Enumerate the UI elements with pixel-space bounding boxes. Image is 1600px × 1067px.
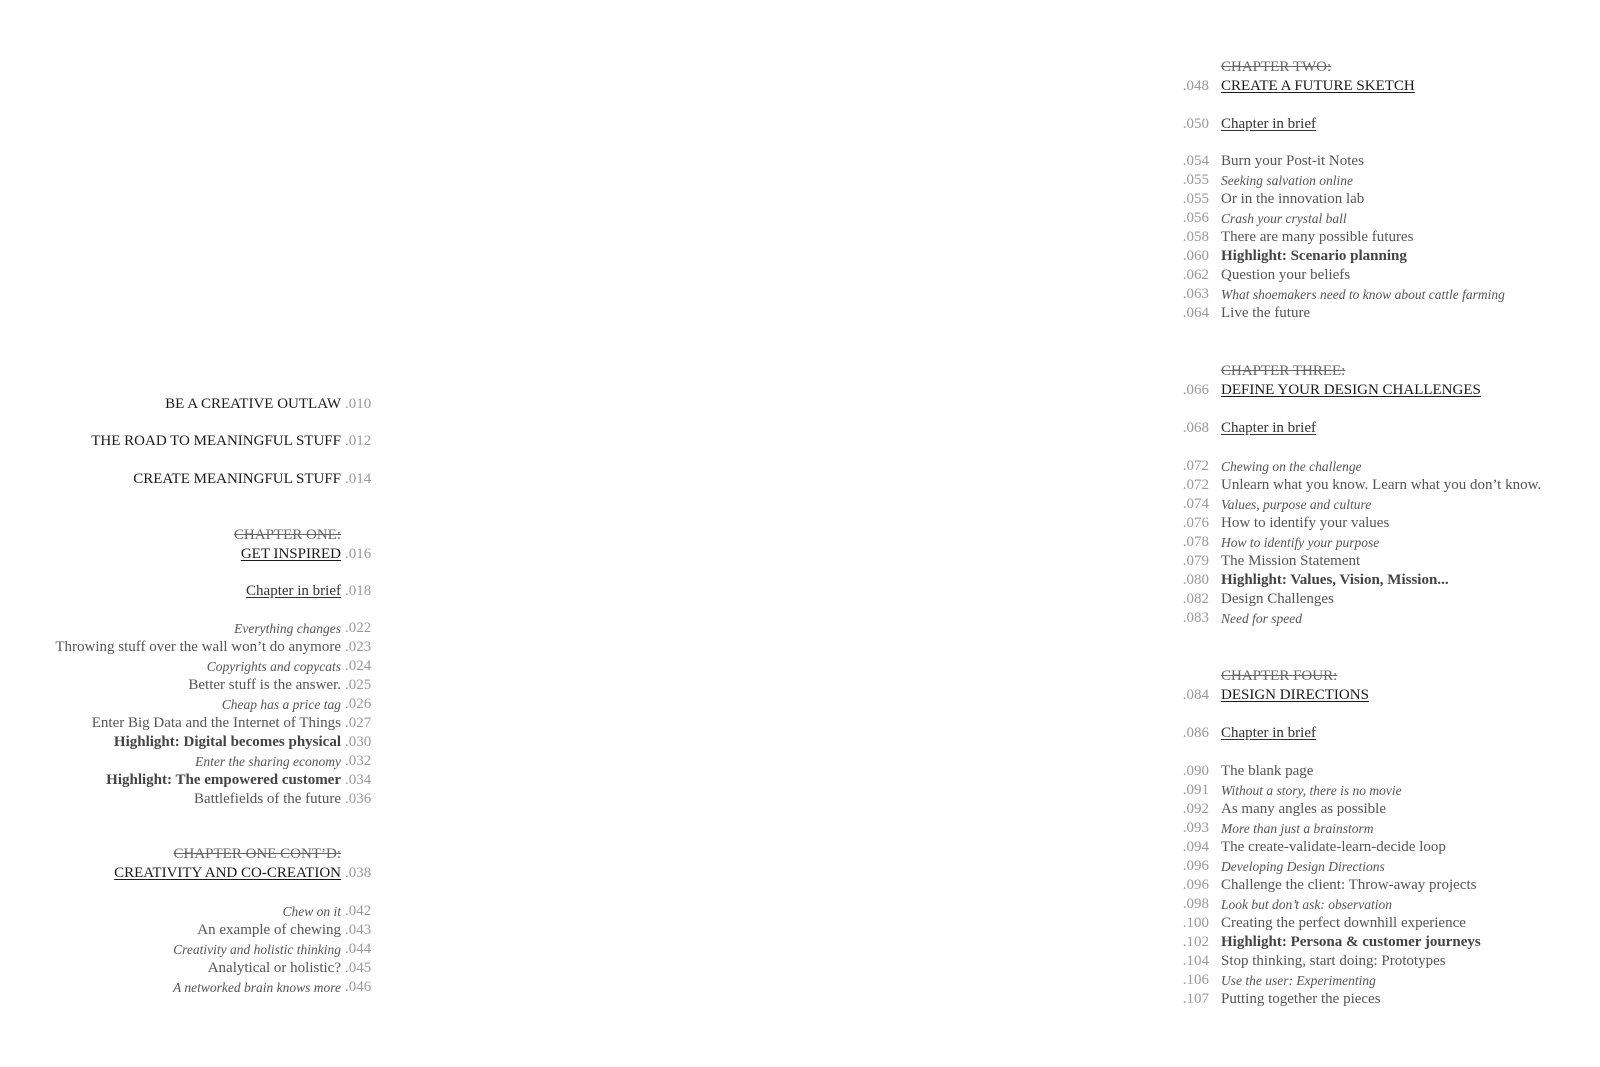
toc-entry-title: CREATE MEANINGFUL STUFF <box>133 471 341 487</box>
toc-entry-title: BE A CREATIVE OUTLAW <box>165 396 341 412</box>
toc-entry-title: An example of chewing <box>197 922 341 938</box>
chapter-in-brief-link: Chapter in brief <box>1221 116 1316 132</box>
toc-entry-title: Or in the innovation lab <box>1221 191 1365 207</box>
toc-entry-title: Battlefields of the future <box>193 791 341 807</box>
page-number: .074 <box>1182 496 1209 512</box>
toc-entry-title: Without a story, there is no movie <box>1221 783 1402 798</box>
toc-entry-title: Stop thinking, start doing: Prototypes <box>1221 953 1446 969</box>
page-number: .102 <box>1182 934 1209 950</box>
page-number: .038 <box>345 865 372 881</box>
chapter-in-brief-link: Chapter in brief <box>1221 420 1316 436</box>
toc-entry-title: Design Challenges <box>1221 591 1334 607</box>
page-number: .094 <box>1182 839 1209 855</box>
chapter-title: CREATE A FUTURE SKETCH <box>1221 78 1415 94</box>
toc-entry-title: Values, purpose and culture <box>1221 497 1372 512</box>
toc-entry[interactable] <box>0 638 385 657</box>
page-number: .104 <box>1182 953 1209 969</box>
toc-entry[interactable] <box>1175 209 1600 228</box>
page-number: .096 <box>1182 877 1209 893</box>
page-number: .044 <box>345 941 372 957</box>
toc-entry[interactable] <box>0 545 385 564</box>
toc-entry[interactable] <box>1175 609 1600 628</box>
toc-entry-title: Developing Design Directions <box>1221 859 1385 874</box>
toc-entry[interactable] <box>0 657 385 676</box>
toc-entry-title: Putting together the pieces <box>1221 991 1381 1007</box>
toc-entry-title: Throwing stuff over the wall won’t do anymore <box>55 639 341 655</box>
toc-entry-title: A networked brain knows more <box>173 980 341 995</box>
page-number: .083 <box>1182 610 1209 626</box>
toc-entry-title: Enter the sharing economy <box>195 754 341 769</box>
page-number: .106 <box>1182 972 1209 988</box>
toc-entry[interactable] <box>1175 152 1600 171</box>
toc-entry-title: Cheap has a price tag <box>221 697 341 712</box>
chapter-label: CHAPTER FOUR: <box>1221 668 1338 684</box>
toc-entry[interactable] <box>0 752 385 771</box>
toc-entry[interactable] <box>1175 781 1600 800</box>
toc-entry-title: More than just a brainstorm <box>1221 821 1374 836</box>
toc-entry-title: The create-validate-learn-decide loop <box>1221 839 1446 855</box>
chapter-label: CHAPTER THREE: <box>1221 363 1346 379</box>
page-number: .027 <box>345 715 372 731</box>
toc-entry-title: Highlight: The empowered customer <box>106 772 341 788</box>
page-number: .100 <box>1182 915 1209 931</box>
toc-entry <box>0 845 385 864</box>
page-number: .045 <box>345 960 372 976</box>
toc-entry[interactable] <box>0 978 385 997</box>
toc-entry <box>0 526 385 545</box>
chapter-title: CREATIVITY AND CO-CREATION <box>114 865 341 881</box>
toc-entry[interactable] <box>1175 533 1600 552</box>
page-number: .060 <box>1182 248 1209 264</box>
toc-entry[interactable] <box>1175 819 1600 838</box>
chapter-label: CHAPTER TWO: <box>1221 59 1332 75</box>
page-number: .084 <box>1182 687 1209 703</box>
page-number: .022 <box>345 620 372 636</box>
toc-entry-title: Creating the perfect downhill experience <box>1221 915 1466 931</box>
page-number: .078 <box>1182 534 1209 550</box>
toc-entry-title: How to identify your values <box>1221 515 1390 531</box>
toc-entry-title: Live the future <box>1221 305 1311 321</box>
page-number: .086 <box>1182 725 1209 741</box>
toc-entry[interactable] <box>0 619 385 638</box>
page-number: .079 <box>1182 553 1209 569</box>
toc-entry[interactable] <box>0 771 385 790</box>
toc-entry-title: Chewing on the challenge <box>1221 459 1362 474</box>
toc-entry[interactable] <box>0 902 385 921</box>
toc-entry-title: Analytical or holistic? <box>207 960 341 976</box>
page-number: .066 <box>1182 382 1209 398</box>
toc-entry-title: Highlight: Values, Vision, Mission... <box>1221 572 1449 588</box>
chapter-in-brief-link: Chapter in brief <box>246 583 341 599</box>
page-number: .055 <box>1182 191 1209 207</box>
toc-entry-title: Highlight: Scenario planning <box>1221 248 1407 264</box>
toc-entry[interactable] <box>1175 228 1600 247</box>
toc-entry[interactable] <box>0 959 385 978</box>
chapter-title: GET INSPIRED <box>240 546 341 562</box>
toc-entry[interactable] <box>1175 304 1600 323</box>
toc-entry[interactable] <box>0 582 385 601</box>
toc-entry[interactable] <box>1175 990 1600 1009</box>
toc-entry[interactable] <box>1175 686 1600 705</box>
toc-entry-title: Seeking salvation online <box>1221 173 1353 188</box>
toc-entry[interactable] <box>1175 971 1600 990</box>
toc-entry[interactable] <box>1175 77 1600 96</box>
page-number: .034 <box>345 772 372 788</box>
page-number: .012 <box>345 433 372 449</box>
toc-entry[interactable] <box>1175 800 1600 819</box>
toc-entry[interactable] <box>0 940 385 959</box>
page-number: .025 <box>345 677 372 693</box>
page-number: .090 <box>1182 763 1209 779</box>
toc-entry-title: The blank page <box>1221 763 1314 779</box>
toc-entry-title: What shoemakers need to know about cattle farming <box>1221 287 1505 302</box>
toc-entry-title: Chew on it <box>282 904 341 919</box>
page-number: .048 <box>1182 78 1209 94</box>
page-number: .032 <box>345 753 372 769</box>
chapter-label: CHAPTER ONE CONT’D: <box>173 846 341 862</box>
page-number: .026 <box>345 696 372 712</box>
page-number: .036 <box>345 791 372 807</box>
page-number: .024 <box>345 658 372 674</box>
toc-entry-title: Unlearn what you know. Learn what you don’t know. <box>1221 477 1542 493</box>
toc-entry-title: Question your beliefs <box>1221 267 1351 283</box>
page-number: .042 <box>345 903 372 919</box>
page-number: .050 <box>1182 116 1209 132</box>
page-number: .080 <box>1182 572 1209 588</box>
toc-entry[interactable] <box>0 864 385 883</box>
page-number: .063 <box>1182 286 1209 302</box>
page-number: .092 <box>1182 801 1209 817</box>
page-number: .046 <box>345 979 372 995</box>
page-number: .068 <box>1182 420 1209 436</box>
toc-entry[interactable] <box>0 714 385 733</box>
toc-entry[interactable] <box>1175 247 1600 266</box>
toc-entry[interactable] <box>1175 762 1600 781</box>
page-number: .064 <box>1182 305 1209 321</box>
page-number: .072 <box>1182 477 1209 493</box>
toc-entry[interactable] <box>0 395 385 414</box>
toc-entry[interactable] <box>0 790 385 809</box>
toc-entry-title: Crash your crystal ball <box>1221 211 1347 226</box>
toc-entry-title: As many angles as possible <box>1221 801 1386 817</box>
toc-entry[interactable] <box>1175 381 1600 400</box>
page-number: .056 <box>1182 210 1209 226</box>
toc-entry[interactable] <box>0 676 385 695</box>
toc-entry[interactable] <box>1175 876 1600 895</box>
page-number: .072 <box>1182 458 1209 474</box>
toc-entry <box>1175 667 1600 686</box>
toc-entry[interactable] <box>0 921 385 940</box>
toc-entry[interactable] <box>1175 285 1600 304</box>
page-number: .091 <box>1182 782 1209 798</box>
toc-entry[interactable] <box>1175 419 1600 438</box>
toc-entry[interactable] <box>1175 457 1600 476</box>
toc-entry-title: Creativity and holistic thinking <box>173 942 341 957</box>
chapter-title: DEFINE YOUR DESIGN CHALLENGES <box>1221 382 1481 398</box>
toc-entry[interactable] <box>0 470 385 489</box>
toc-entry[interactable] <box>1175 857 1600 876</box>
page-number: .058 <box>1182 229 1209 245</box>
toc-entry[interactable] <box>1175 171 1600 190</box>
toc-entry-title: THE ROAD TO MEANINGFUL STUFF <box>91 433 341 449</box>
toc-entry[interactable] <box>0 695 385 714</box>
toc-entry-title: Copyrights and copycats <box>206 659 341 674</box>
page-number: .016 <box>345 546 372 562</box>
toc-entry[interactable] <box>1175 933 1600 952</box>
toc-entry[interactable] <box>1175 952 1600 971</box>
toc-entry-title: Everything changes <box>234 621 341 636</box>
toc-entry[interactable] <box>1175 895 1600 914</box>
page-number: .055 <box>1182 172 1209 188</box>
page-number: .018 <box>345 583 372 599</box>
toc-entry-title: How to identify your purpose <box>1221 535 1380 550</box>
toc-entry[interactable] <box>0 733 385 752</box>
page-number: .030 <box>345 734 372 750</box>
chapter-title: DESIGN DIRECTIONS <box>1221 687 1369 703</box>
toc-entry[interactable] <box>1175 571 1600 590</box>
toc-entry[interactable] <box>1175 115 1600 134</box>
toc-entry-title: Challenge the client: Throw-away projects <box>1221 877 1477 893</box>
toc-entry[interactable] <box>1175 724 1600 743</box>
page-number: .054 <box>1182 153 1209 169</box>
page-number: .076 <box>1182 515 1209 531</box>
toc-entry[interactable] <box>1175 514 1600 533</box>
chapter-in-brief-link: Chapter in brief <box>1221 725 1316 741</box>
toc-entry-title: Better stuff is the answer. <box>188 677 341 693</box>
page-number: .023 <box>345 639 372 655</box>
toc-entry[interactable] <box>1175 190 1600 209</box>
page-number: .014 <box>345 471 372 487</box>
page-number: .096 <box>1182 858 1209 874</box>
toc-entry-title: Enter Big Data and the Internet of Things <box>91 715 341 731</box>
toc-entry-title: Burn your Post-it Notes <box>1221 153 1364 169</box>
toc-entry-title: Need for speed <box>1221 611 1302 626</box>
toc-entry-title: The Mission Statement <box>1221 553 1361 569</box>
page-number: .010 <box>345 396 372 412</box>
toc-entry[interactable] <box>1175 266 1600 285</box>
page-number: .107 <box>1182 991 1209 1007</box>
toc-entry[interactable] <box>0 432 385 451</box>
page-number: .043 <box>345 922 372 938</box>
toc-entry[interactable] <box>1175 914 1600 933</box>
toc-entry[interactable] <box>1175 590 1600 609</box>
toc-entry-title: There are many possible futures <box>1221 229 1414 245</box>
toc-entry-title: Highlight: Digital becomes physical <box>113 734 341 750</box>
toc-entry[interactable] <box>1175 838 1600 857</box>
page-number: .098 <box>1182 896 1209 912</box>
toc-entry[interactable] <box>1175 552 1600 571</box>
toc-entry[interactable] <box>1175 495 1600 514</box>
toc-entry-title: Look but don’t ask: observation <box>1221 897 1392 912</box>
toc-entry[interactable] <box>1175 476 1600 495</box>
page-number: .082 <box>1182 591 1209 607</box>
toc-entry-title: Highlight: Persona & customer journeys <box>1221 934 1481 950</box>
toc-entry-title: Use the user: Experimenting <box>1221 973 1376 988</box>
toc-entry <box>1175 58 1600 77</box>
toc-entry <box>1175 362 1600 381</box>
chapter-label: CHAPTER ONE: <box>233 527 341 543</box>
page-number: .062 <box>1182 267 1209 283</box>
page-number: .093 <box>1182 820 1209 836</box>
